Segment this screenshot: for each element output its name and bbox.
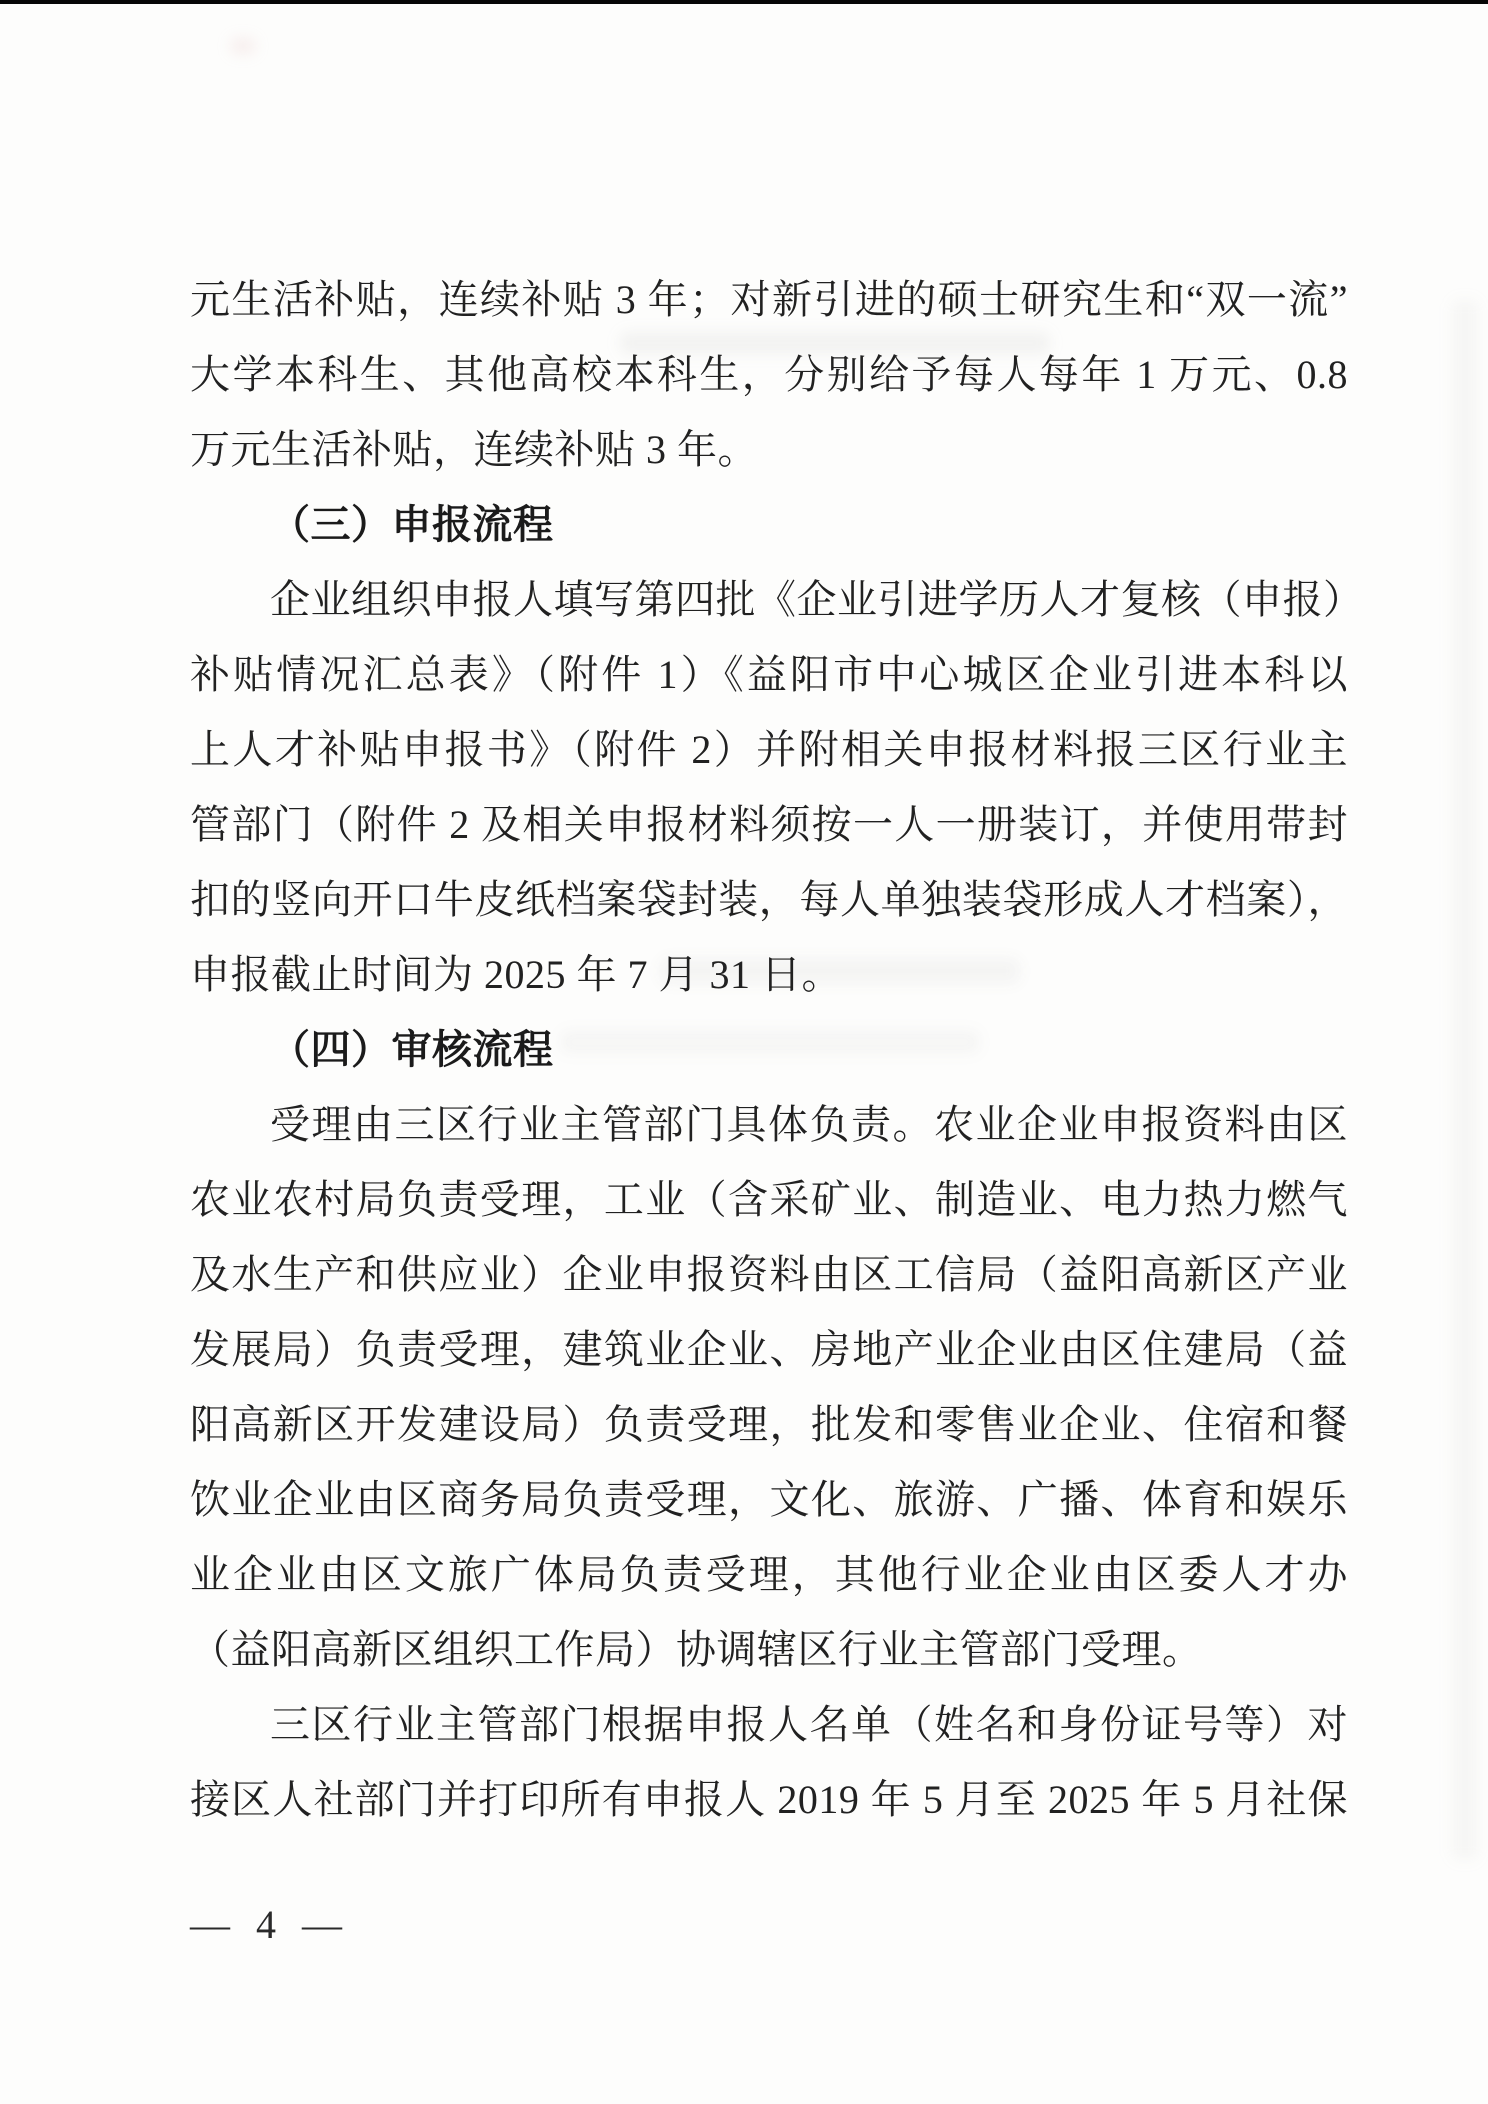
text-line: 饮业企业由区商务局负责受理，文化、旅游、广播、体育和娱乐: [190, 1477, 1348, 1522]
text-line: 发展局）负责受理，建筑业企业、房地产业企业由区住建局（益: [190, 1327, 1348, 1372]
text-line: 业企业由区文旅广体局负责受理，其他行业企业由区委人才办: [190, 1552, 1348, 1597]
text-line: 元生活补贴，连续补贴 3 年；对新引进的硕士研究生和“双一流”: [190, 277, 1348, 322]
document-body: [190, 262, 1364, 1837]
scan-artifact: [1452, 300, 1478, 1860]
section-heading: （四）审核流程: [270, 1027, 554, 1072]
section-heading: （三）申报流程: [270, 502, 554, 547]
text-line: 企业组织申报人填写第四批《企业引进学历人才复核（申报）: [270, 577, 1364, 622]
text-line: 三区行业主管部门根据申报人名单（姓名和身份证号等）对: [270, 1702, 1348, 1747]
text-line: 大学本科生、其他高校本科生，分别给予每人每年 1 万元、0.8: [190, 352, 1348, 397]
text-line: 申报截止时间为 2025 年 7 月 31 日。: [190, 952, 842, 997]
text-line: 上人才补贴申报书》（附件 2）并附相关申报材料报三区行业主: [190, 727, 1348, 772]
text-line: 及水生产和供应业）企业申报资料由区工信局（益阳高新区产业: [190, 1252, 1348, 1297]
text-line: 管部门（附件 2 及相关申报材料须按一人一册装订，并使用带封: [190, 802, 1348, 847]
scan-artifact: [230, 38, 256, 54]
text-line: 万元生活补贴，连续补贴 3 年。: [190, 427, 758, 472]
page-number: — 4 —: [190, 1902, 350, 1947]
text-line: 扣的竖向开口牛皮纸档案袋封装，每人单独装袋形成人才档案），: [190, 877, 1348, 922]
text-line: 补贴情况汇总表》（附件 1）《益阳市中心城区企业引进本科以: [190, 652, 1348, 697]
text-line: （益阳高新区组织工作局）协调辖区行业主管部门受理。: [190, 1627, 1203, 1672]
text-line: 受理由三区行业主管部门具体负责。农业企业申报资料由区: [270, 1102, 1348, 1147]
scan-edge: [0, 0, 1488, 4]
text-line: 农业农村局负责受理，工业（含采矿业、制造业、电力热力燃气: [190, 1177, 1348, 1222]
text-line: 接区人社部门并打印所有申报人 2019 年 5 月至 2025 年 5 月社保: [190, 1777, 1348, 1822]
text-line: 阳高新区开发建设局）负责受理，批发和零售业企业、住宿和餐: [190, 1402, 1348, 1447]
